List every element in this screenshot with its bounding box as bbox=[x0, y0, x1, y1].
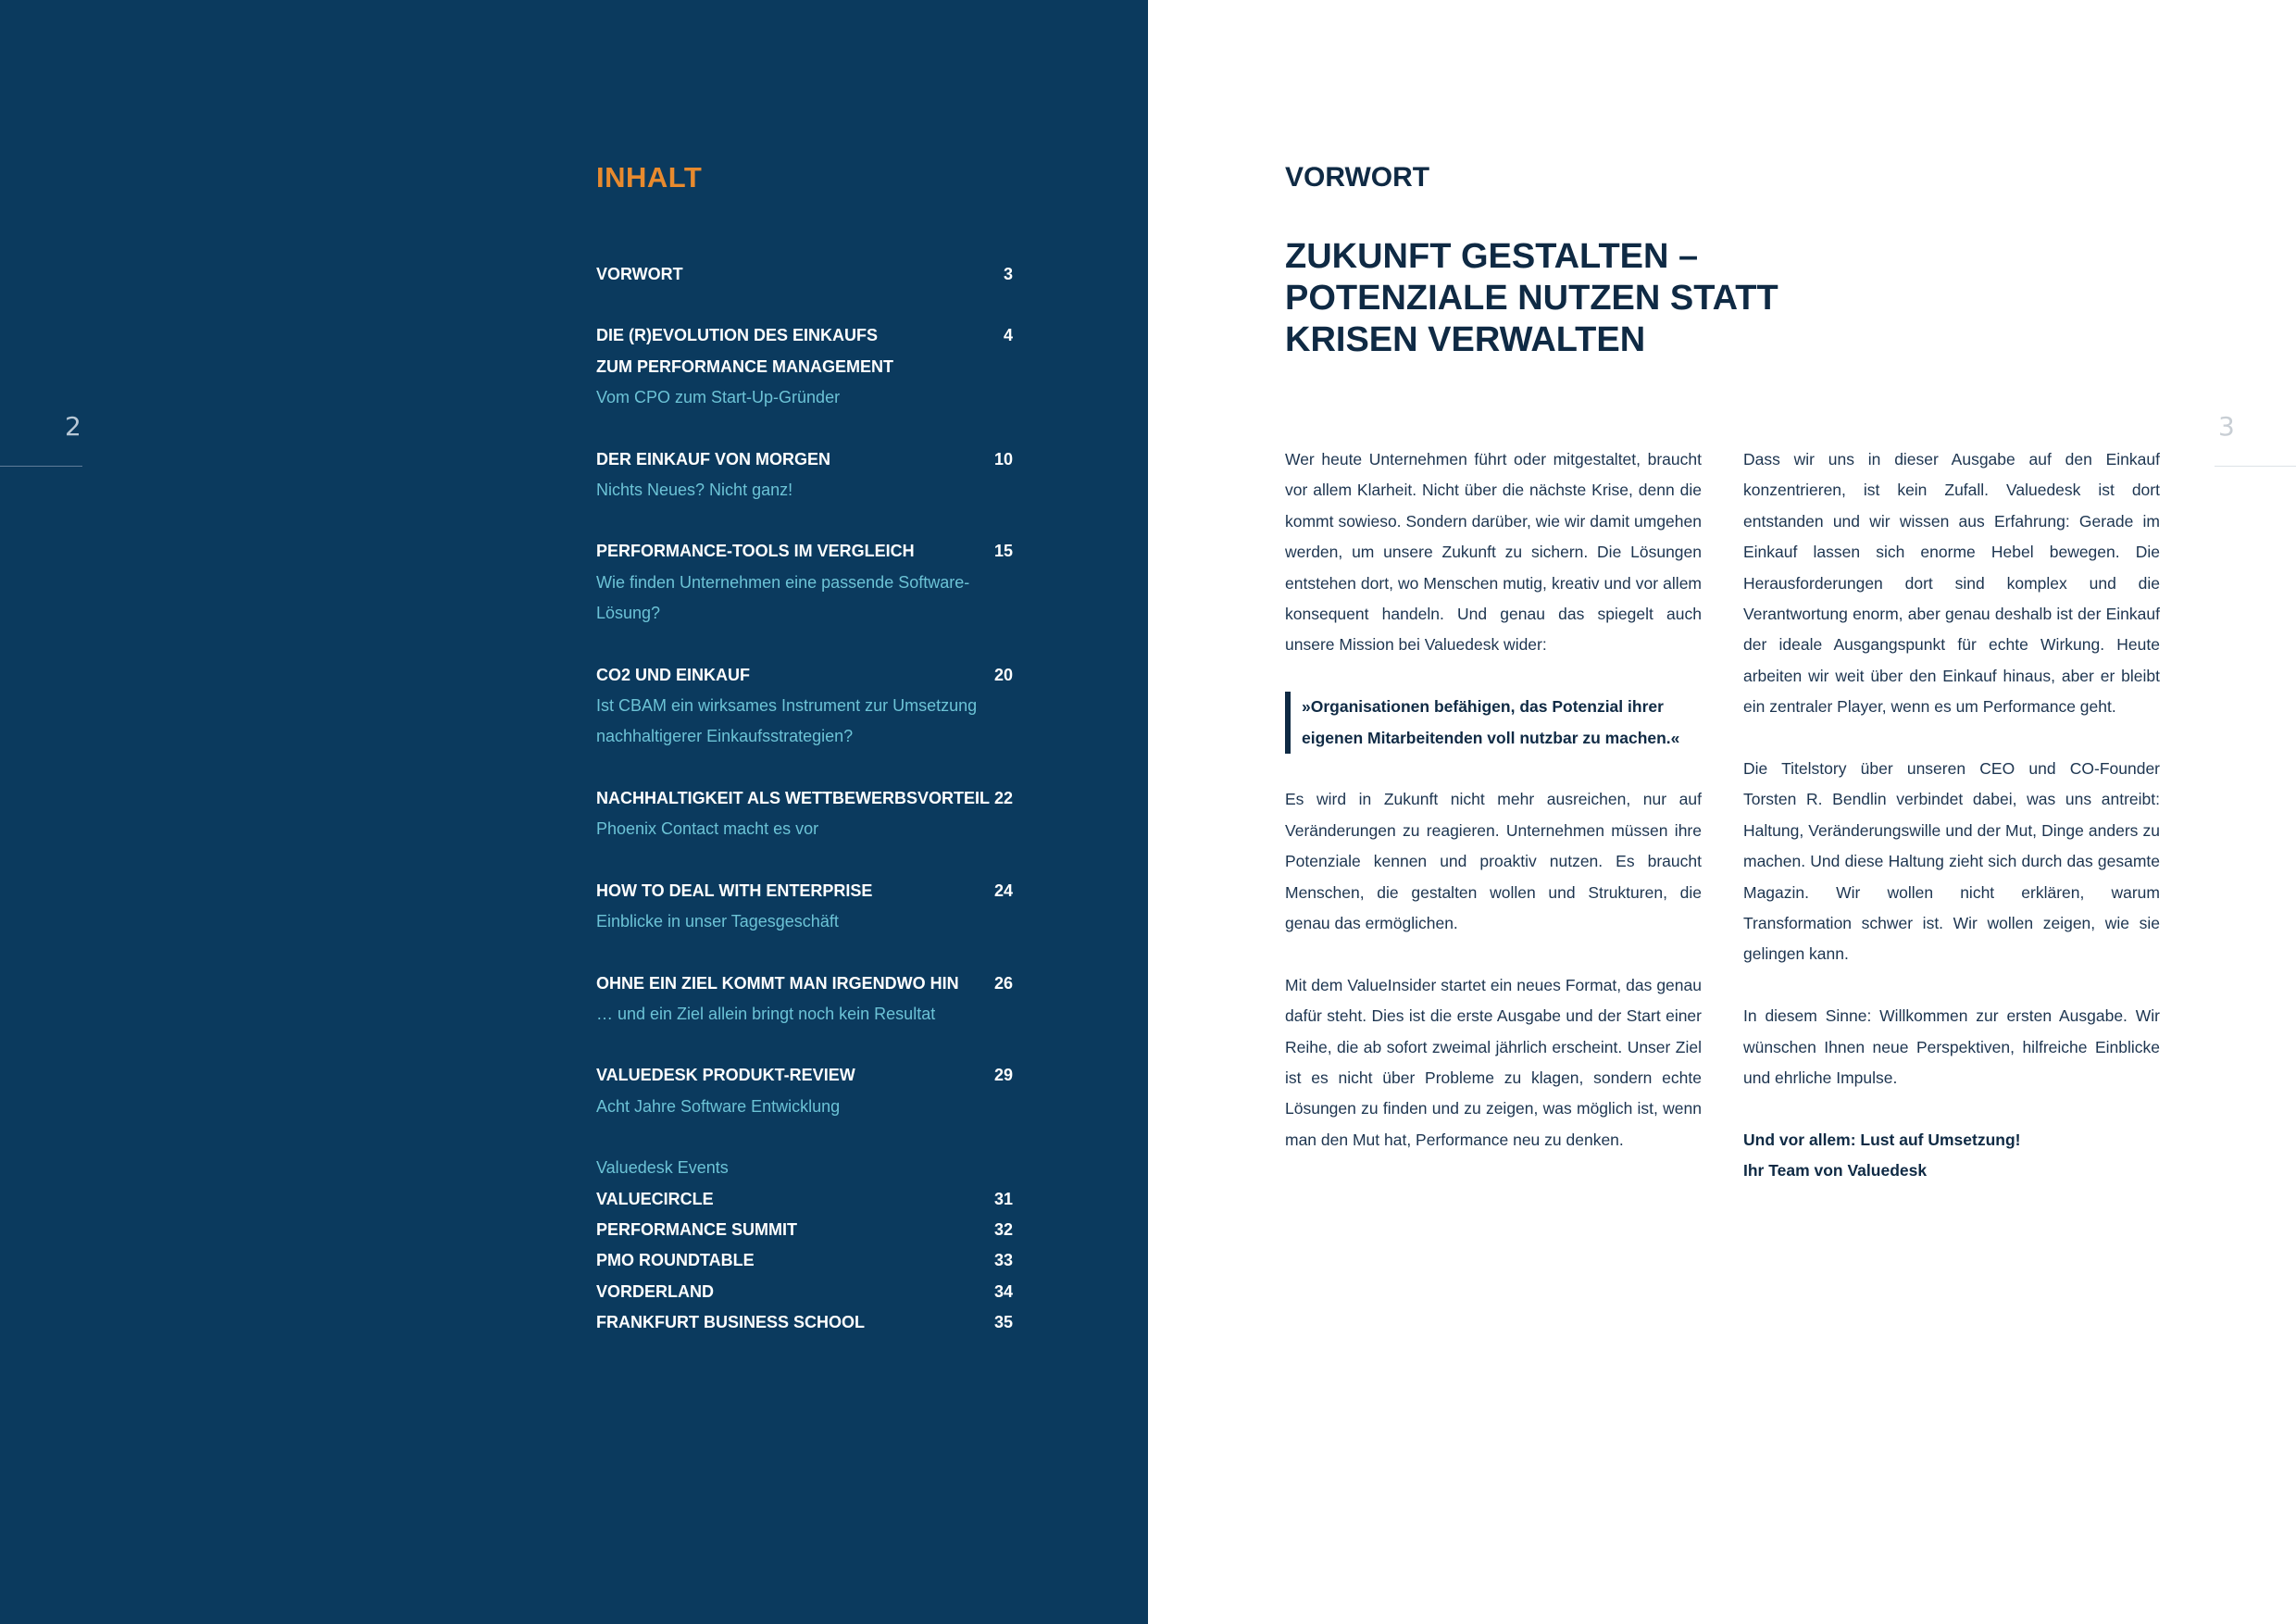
toc-entry-co2[interactable] bbox=[596, 660, 1013, 753]
toc-event-title: VALUECIRCLE bbox=[596, 1189, 714, 1208]
toc-event-page: 31 bbox=[993, 1189, 1013, 1208]
toc-entry-page: 20 bbox=[993, 665, 1013, 684]
toc-event-valuecircle[interactable] bbox=[596, 1184, 1013, 1215]
text-column-right bbox=[1743, 444, 2160, 1187]
toc-heading: INHALT bbox=[596, 161, 703, 194]
toc-entry-subtitle: … und ein Ziel allein bringt noch kein Resultat bbox=[596, 1004, 936, 1023]
paragraph: Wer heute Unternehmen führt oder mitgestaltet, braucht vor allem Klarheit. Nicht über die nächste Krise, denn die kommt sowieso. Sondern darüber, wie wir damit umgehen werden, um unsere Zukunft zu sichern. Die Lösungen entstehen dort, wo Menschen mutig, kreativ und vor allem konsequent handeln. Und genau das spiegelt auch unsere Mission bei Valuedesk wider: bbox=[1285, 450, 1702, 655]
page-number-right: 3 bbox=[2218, 411, 2235, 442]
toc-entry-nachhaltigkeit[interactable] bbox=[596, 783, 1013, 845]
toc-event-title: VORDERLAND bbox=[596, 1281, 715, 1301]
toc-entry-enterprise[interactable] bbox=[596, 876, 1013, 938]
toc-events-section bbox=[596, 1153, 1013, 1338]
toc-entry-revolution[interactable] bbox=[596, 320, 1013, 413]
mission-quote: »Organisationen befähigen, das Potenzial ihrer eigenen Mitarbeitenden voll nutzbar zu machen.« bbox=[1285, 692, 1702, 754]
toc-event-title: PMO ROUNDTABLE bbox=[596, 1251, 755, 1270]
toc-entry-subtitle: Acht Jahre Software Entwicklung bbox=[596, 1096, 841, 1116]
toc-entry-subtitle: Ist CBAM ein wirksames Instrument zur Umsetzung bbox=[596, 696, 978, 716]
toc-events-label: Valuedesk Events bbox=[596, 1158, 729, 1178]
toc-event-page: 33 bbox=[993, 1251, 1013, 1270]
toc-entry-title: DIE (R)EVOLUTION DES EINKAUFS bbox=[596, 326, 879, 345]
toc-entry-subtitle: Phoenix Contact macht es vor bbox=[596, 819, 819, 839]
toc-event-page: 32 bbox=[993, 1219, 1013, 1239]
toc-event-title: FRANKFURT BUSINESS SCHOOL bbox=[596, 1313, 866, 1332]
toc-entry-page: 29 bbox=[993, 1066, 1013, 1085]
toc-event-page: 34 bbox=[993, 1281, 1013, 1301]
paragraph: Mit dem ValueInsider startet ein neues Format, das genau dafür steht. Dies ist die erste Ausgabe und der Start einer Reihe, die ab sofort zweimal jährlich erscheint. Unser Ziel ist es nicht über Probleme zu klagen, sondern echte Lösungen zu finden und zu zeigen, was möglich ist, wenn man den Mut hat, Performance neu zu denken. bbox=[1285, 975, 1702, 1149]
page-number-rule-right bbox=[2215, 466, 2296, 467]
toc-entry-page: 26 bbox=[993, 973, 1013, 993]
toc-event-vorderland[interactable] bbox=[596, 1277, 1013, 1307]
toc-event-page: 35 bbox=[993, 1313, 1013, 1332]
headline-line-1: ZUKUNFT GESTALTEN – bbox=[1285, 237, 1699, 276]
toc-entry-ziel[interactable] bbox=[596, 968, 1013, 1031]
toc-entry-title: NACHHALTIGKEIT ALS WETTBEWERBSVORTEIL bbox=[596, 788, 990, 807]
toc-entry-title: CO2 UND EINKAUF bbox=[596, 665, 751, 684]
toc-entry-subtitle-line2: nachhaltigerer Einkaufsstrategien? bbox=[596, 727, 854, 746]
page-number-rule-left bbox=[0, 466, 82, 467]
toc-entry-page: 10 bbox=[993, 449, 1013, 468]
paragraph: Die Titelstory über unseren CEO und CO-Founder Torsten R. Bendlin verbindet dabei, was uns antreibt: Haltung, Veränderungswille und der Mut, Dinge anders zu machen. Und diese Haltung zieht sich durch das gesamte Magazin. Wir wollen nicht erklären, warum Transformation schwer ist. Wir wollen zeigen, wie sie gelingen kann. bbox=[1743, 759, 2160, 964]
toc-event-performance-summit[interactable] bbox=[596, 1215, 1013, 1245]
toc-entry-title: DER EINKAUF VON MORGEN bbox=[596, 449, 831, 468]
toc-entry-page: 15 bbox=[993, 542, 1013, 561]
toc-entry-title: OHNE EIN ZIEL KOMMT MAN IRGENDWO HIN bbox=[596, 973, 959, 993]
toc-entry-page: 3 bbox=[1003, 265, 1013, 283]
toc-entry-page: 22 bbox=[993, 788, 1013, 807]
page-headline bbox=[1285, 236, 1803, 361]
headline-line-3: KRISEN VERWALTEN bbox=[1285, 320, 1646, 359]
section-label: VORWORT bbox=[1285, 162, 1430, 193]
paragraph: Dass wir uns in dieser Ausgabe auf den Einkauf konzentrieren, ist kein Zufall. Valuedesk ist dort entstanden und wir wissen aus Erfahrung: Gerade im Einkauf lassen sich enorme Hebel bewegen. Die Herausforderungen dort sind komplex und die Verantwortung enorm, aber genau deshalb ist der Einkauf der ideale Ausgangspunkt für echte Wirkung. Heute arbeiten wir weit über den Einkauf hinaus, aber er bleibt ein zentraler Player, wenn es um Performance geht. bbox=[1743, 450, 2160, 717]
toc-entry-page: 4 bbox=[1003, 326, 1013, 345]
toc-entry-subtitle: Einblicke in unser Tagesgeschäft bbox=[596, 912, 839, 931]
toc-entry-subtitle: Nichts Neues? Nicht ganz! bbox=[596, 481, 793, 500]
sign-off-line-1: Und vor allem: Lust auf Umsetzung! bbox=[1743, 1130, 2021, 1149]
toc-entry-produkt-review[interactable] bbox=[596, 1060, 1013, 1122]
toc-entry-performance-tools[interactable] bbox=[596, 536, 1013, 629]
toc-event-title: PERFORMANCE SUMMIT bbox=[596, 1219, 797, 1239]
toc-entry-page: 24 bbox=[993, 881, 1013, 900]
toc-event-pmo-roundtable[interactable] bbox=[596, 1245, 1013, 1276]
paragraph: Es wird in Zukunft nicht mehr ausreichen, nur auf Veränderungen zu reagieren. Unternehmen müssen ihre Potenziale kennen und proaktiv nutzen. Es braucht Menschen, die gestalten wollen und Strukturen, die genau das ermöglichen. bbox=[1285, 790, 1702, 933]
toc-entry-title-line2: ZUM PERFORMANCE MANAGEMENT bbox=[596, 356, 893, 376]
headline-line-2: POTENZIALE NUTZEN STATT bbox=[1285, 279, 1778, 318]
toc-entry-title: HOW TO DEAL WITH ENTERPRISE bbox=[596, 881, 873, 900]
text-column-left bbox=[1285, 444, 1702, 1187]
toc-entry-einkauf-morgen[interactable] bbox=[596, 444, 1013, 506]
toc-entry-subtitle: Vom CPO zum Start-Up-Gründer bbox=[596, 388, 841, 407]
sign-off-line-2: Ihr Team von Valuedesk bbox=[1743, 1161, 1928, 1181]
table-of-contents bbox=[596, 259, 1013, 1339]
toc-entry-vorwort[interactable] bbox=[596, 259, 1013, 290]
toc-event-frankfurt-business-school[interactable] bbox=[596, 1307, 1013, 1338]
toc-entry-title: PERFORMANCE-TOOLS IM VERGLEICH bbox=[596, 542, 915, 561]
paragraph: In diesem Sinne: Willkommen zur ersten Ausgabe. Wir wünschen Ihnen neue Perspektiven, hilfreiche Einblicke und ehrliche Impulse. bbox=[1743, 1006, 2160, 1088]
toc-entry-title: VORWORT bbox=[596, 265, 683, 283]
toc-entry-subtitle: Wie finden Unternehmen eine passende Software-Lösung? bbox=[596, 572, 970, 623]
page-number-left: 2 bbox=[65, 411, 81, 442]
toc-entry-title: VALUEDESK PRODUKT-REVIEW bbox=[596, 1066, 855, 1085]
